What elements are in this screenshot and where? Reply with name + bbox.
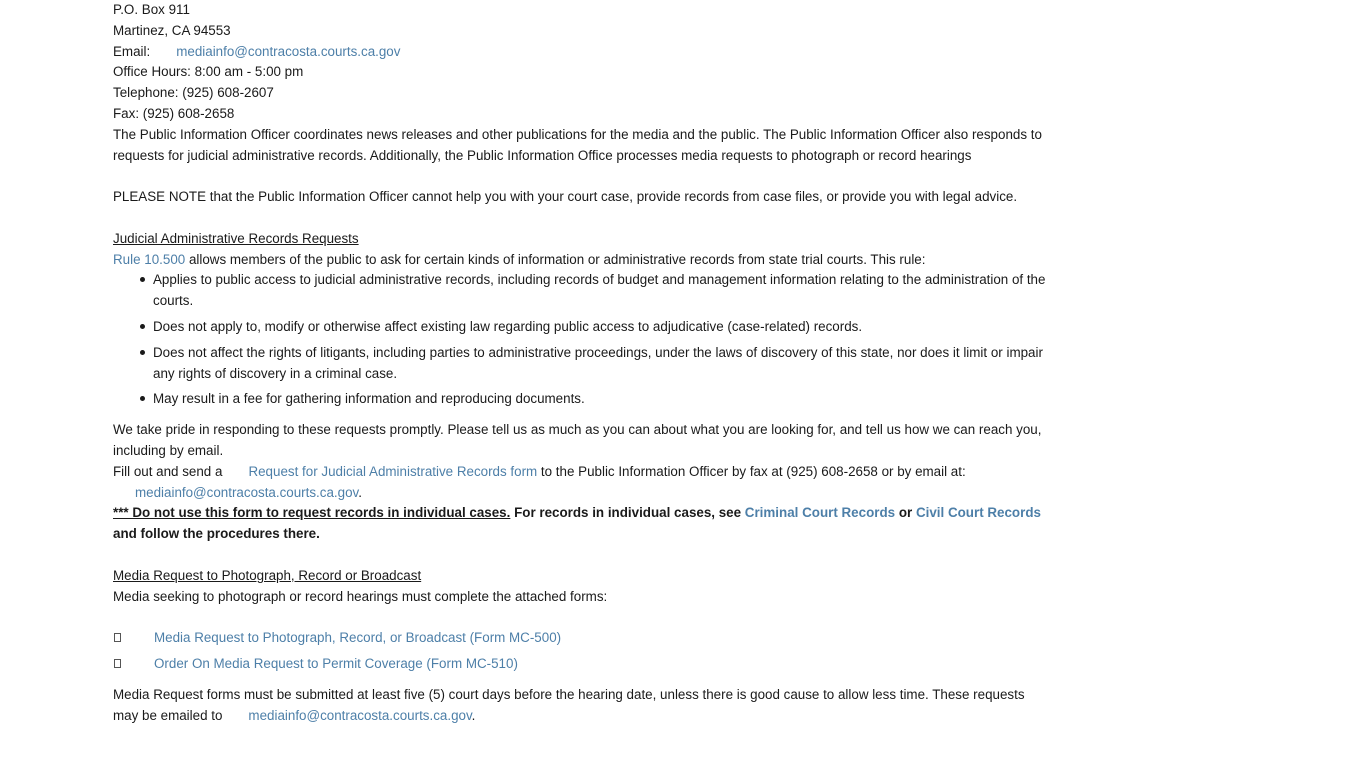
rule-line [113,249,925,270]
criminal-court-records-link[interactable]: Criminal Court Records [744,505,896,520]
telephone: Telephone: (925) 608-2607 [113,85,274,100]
fill-period: . [358,485,362,500]
please-note: PLEASE NOTE that the Public Information Officer cannot help you with your court case, provide records from case files, or provide you with legal advice. [113,189,1018,204]
media-form-item [113,627,713,648]
form-mc-510-link[interactable]: Order On Media Request to Permit Coverage (Form MC-510) [154,656,518,671]
pride-paragraph: We take pride in responding to these requests promptly. Please tell us as much as you can about what you are looking for, and tell us how we can reach you, including by email. [113,422,1042,458]
contact-email-link[interactable]: mediainfo@contracosta.courts.ca.gov [176,44,401,59]
office-hours: Office Hours: 8:00 am - 5:00 pm [113,64,304,79]
email-label: Email: [113,44,151,59]
rule-bullet-item: Does not apply to, modify or otherwise affect existing law regarding public access to adjudicative (case-related) records. [153,319,863,334]
po-box: P.O. Box 911 [113,2,190,17]
intro-paragraph: The Public Information Officer coordinates news releases and other publications for the media and the public. The Public Information Officer also responds to requests for judicial administrative records. Additionally, the Public Information Office processes media requests to photograph or record hearings [113,127,1042,163]
individual-cases-warning [113,502,1048,544]
fax: Fax: (925) 608-2658 [113,106,235,121]
media-email-link[interactable]: mediainfo@contracosta.courts.ca.gov [248,708,472,723]
records-request-form-link[interactable]: Request for Judicial Administrative Records form [248,464,538,479]
document-icon [114,633,121,642]
media-intro: Media seeking to photograph or record hearings must complete the attached forms: [113,589,608,604]
bullet-dot [140,324,145,329]
email-line [113,41,400,62]
records-email-link[interactable]: mediainfo@contracosta.courts.ca.gov [135,485,359,500]
fill-prefix: Fill out and send a [113,464,223,479]
fill-out-paragraph [113,461,1048,503]
city-state-zip: Martinez, CA 94553 [113,23,231,38]
fill-suffix: to the Public Information Officer by fax at (925) 608-2658 or by email at: [537,464,966,479]
warning-underlined: *** Do not use this form to request records in individual cases. [113,505,511,520]
media-form-item [113,653,713,674]
bullet-dot [140,350,145,355]
rule-text: allows members of the public to ask for certain kinds of information or administrative records from state trial courts. This rule: [185,252,926,267]
media-deadline-paragraph [113,684,1048,726]
deadline-text: Media Request forms must be submitted at least five (5) court days before the hearing date, unless there is good cause to allow less time. These requests may be emailed to [113,687,1025,723]
warning-mid: For records in individual cases, see [510,505,745,520]
deadline-period: . [471,708,476,723]
bullet-dot [140,277,145,282]
document-icon [114,659,121,668]
warning-end: and follow the procedures there. [113,526,320,541]
records-heading: Judicial Administrative Records Requests [113,231,359,246]
bullet-dot [140,396,145,401]
rule-bullet-item: Applies to public access to judicial administrative records, including records of budget and management information relating to the administration of the courts. [153,272,1046,308]
warning-or: or [895,505,916,520]
form-mc-500-link[interactable]: Media Request to Photograph, Record, or Broadcast (Form MC-500) [154,630,562,645]
rule-10-500-link[interactable]: Rule 10.500 [113,252,186,267]
rule-bullet-item: May result in a fee for gathering information and reproducing documents. [153,391,585,406]
rule-bullet-item: Does not affect the rights of litigants, including parties to administrative proceedings, under the laws of discovery of this state, nor does it limit or impair any rights of discovery in a criminal case. [153,345,1043,381]
civil-court-records-link[interactable]: Civil Court Records [915,505,1041,520]
media-heading: Media Request to Photograph, Record or Broadcast [113,568,422,583]
